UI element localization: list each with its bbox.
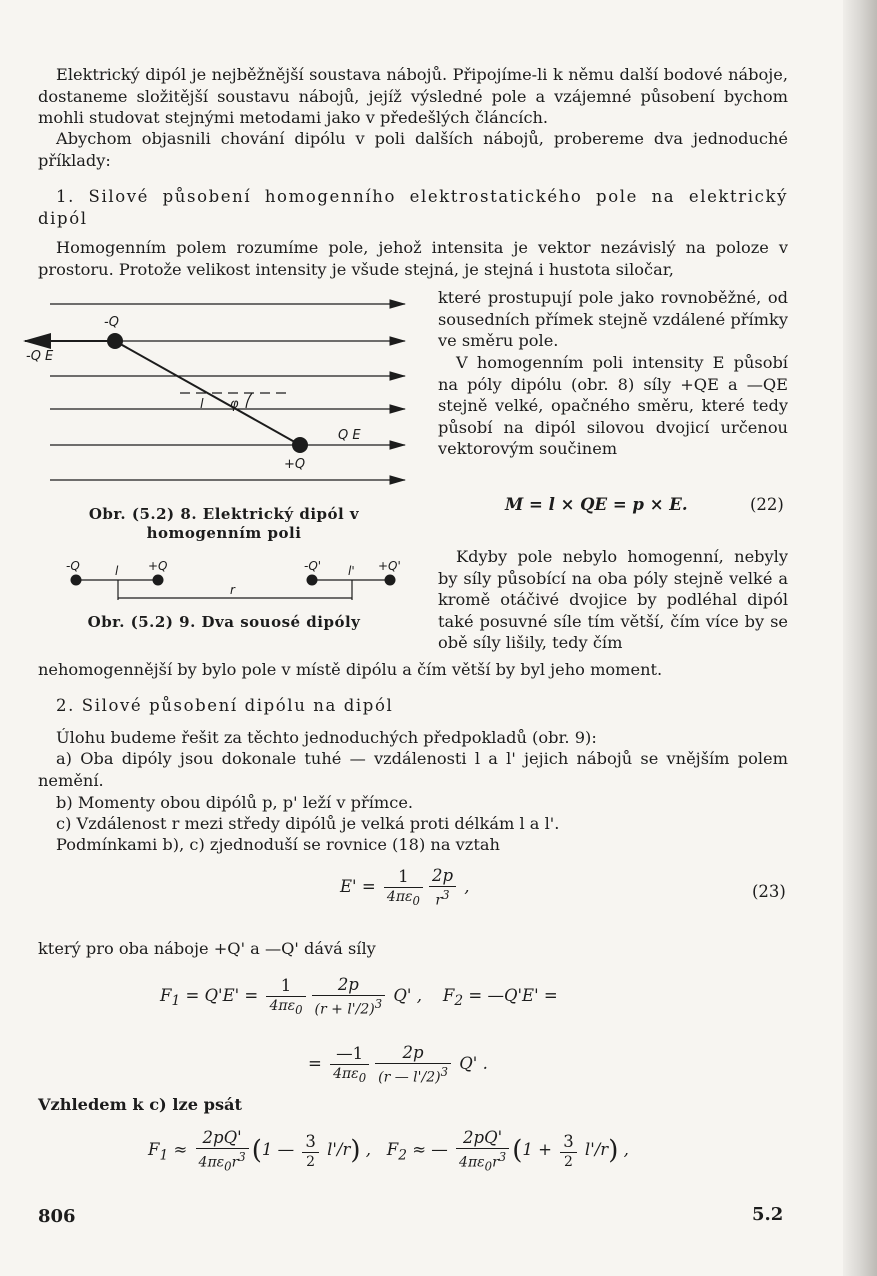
charge-minus-q-prime [307,575,318,586]
label-l-prime: l' [348,564,355,578]
section-1-paragraph-1-cont: které prostupují pole jako rovnoběžné, od sousedních přímek stejně vzdálené přímky ve směru pole. [438,288,788,350]
page-edge-shadow [843,0,877,1276]
label-l: l [115,564,119,578]
equation-22: M = l × QE = p × E. [505,495,688,514]
vzhledem-sentence: Vzhledem k c) lze psát [38,1095,243,1114]
label-plus-q-prime: +Q' [378,560,401,573]
equation-f1: $F_1 = Q'E'$ = $\frac{1}{4\pi\varepsilon_0}$ $\frac{2p}{(r + l'/2)^3}$ Q' , $F_2$ = —Q'E' = [160,975,558,1018]
label-minus-qe: -Q E [26,349,54,364]
section-2-intro: Úlohu budeme řešit za těchto jednoduchých předpokladů (obr. 9): [56,728,597,747]
section-1-heading: 1. Silové působení homogenního elektrostatického pole na elektrický dipól [38,187,788,228]
forces-intro: který pro oba náboje +Q' a —Q' dává síly [38,939,376,958]
figure-8-diagram [20,290,420,490]
charge-minus-q [107,333,123,349]
equation-22-number: (22) [750,495,784,514]
charge-minus-q [71,575,82,586]
label-plus-q: +Q [148,560,168,573]
label-phi: φ [230,397,239,412]
simplify-sentence: Podmínkami b), c) zjednoduší se rovnice (18) na vztah [56,835,500,854]
condition-c: c) Vzdálenost r mezi středy dipólů je velká proti délkám l a l'. [56,814,560,833]
label-l: l [200,397,204,412]
figure-9-caption: Obr. (5.2) 9. Dva souosé dipóly [87,613,361,631]
label-r: r [230,583,235,597]
label-minus-q-prime: -Q' [304,560,322,573]
label-minus-q: -Q [104,315,119,330]
intro-paragraph-1: Elektrický dipól je nejběžnější soustava nábojů. Připojíme-li k němu další bodové náboje, dostaneme složitější soustavu nábojů, jejíž výsledné pole a vzájemné působení bychom mohli studovat stejnými metodami jako v předešlých článcích. [38,65,788,127]
section-1-paragraph-1: Homogenním polem rozumíme pole, jehož intensita je vektor nezávislý na poloze v prostoru. Protože velikost intensity je všude stejná, je stejná i hustota siločar, [38,238,788,279]
charge-plus-q-prime [385,575,396,586]
page-number: 806 [38,1206,76,1227]
label-plus-q: +Q [284,457,306,472]
section-1-paragraph-3-cont: nehomogennější by bylo pole v místě dipólu a čím větší by byl jeho moment. [38,660,663,679]
intro-paragraph-2: Abychom objasnili chování dipólu v poli dalších nábojů, probereme dva jednoduché příklady: [38,129,788,170]
equation-23-number: (23) [752,882,786,901]
figure-8-caption: Obr. (5.2) 8. Elektrický dipól v homogenním poli [88,505,360,542]
angle-arc [246,393,252,408]
section-1-paragraph-2: V homogenním poli intensity E působí na póly dipólu (obr. 8) síly +QE a —QE stejně velké, opačného směru, které tedy působí na dipól silovou dvojicí určenou vektorovým součinem [438,353,788,458]
charge-plus-q [153,575,164,586]
equation-f2: = $\frac{—1}{4\pi\varepsilon_0}$ $\frac{2p}{(r — l'/2)^3}$ Q' . [308,1043,488,1086]
charge-plus-q [292,437,308,453]
section-1-paragraph-3: Kdyby pole nebylo homogenní, nebyly by síly působící na oba póly stejně velké a kromě otáčivé dvojice by podléhal dipól také posuvné síle tím větší, čím více by se obě síly lišily, tedy čím [438,547,788,652]
section-number: 5.2 [752,1204,784,1225]
dipole-axis [115,341,300,445]
section-2-heading: 2. Silové působení dipólu na dipól [56,696,394,715]
equation-approx: $F_1$ ≈ $\frac{2pQ'}{4\pi\varepsilon_0r^3}$ (1 — $\frac{3}{2}$ l'/r) , $F_2$ ≈ — $\frac{2pQ'}{4\pi\varepsilon_0r^3}$ (1 + $\frac{3}{2}$ l'/r) , [148,1128,629,1174]
condition-a: a) Oba dipóly jsou dokonale tuhé — vzdálenosti l a l' jejich nábojů se vnějším polem nemění. [38,749,788,790]
label-qe: Q E [338,428,361,443]
label-minus-q: -Q [66,560,80,573]
equation-23: E' = $\frac{1}{4\pi\varepsilon_0}$ $\frac{2p}{r^3}$ , [340,866,470,909]
figure-9-diagram [60,560,410,608]
condition-b: b) Momenty obou dipólů p, p' leží v přímce. [56,793,414,812]
